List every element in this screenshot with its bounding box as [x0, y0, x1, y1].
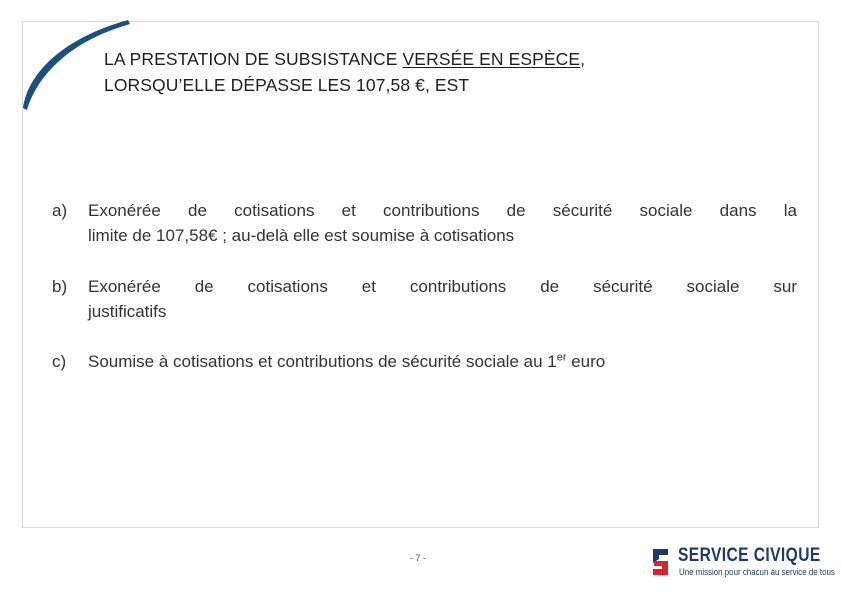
superscript-er: er: [556, 351, 567, 364]
service-civique-s-icon: [650, 547, 672, 579]
answer-text-line: Exonérée de cotisations et contributions de sécurité sociale dans la: [88, 201, 797, 220]
page-number: - 7 -: [410, 553, 427, 563]
logo-tagline: Une mission pour chacun au service de tous: [679, 567, 835, 577]
question-title: [104, 46, 585, 98]
answer-text-line: Exonérée de cotisations et contributions de sécurité sociale sur: [88, 277, 797, 296]
answer-text-line: justificatifs: [88, 302, 167, 321]
logo-wordmark: SERVICE CIVIQUE: [678, 545, 821, 566]
answer-text: Soumise à cotisations et contributions de sécurité sociale au 1: [88, 352, 557, 371]
answer-text-after: euro: [566, 352, 606, 371]
answer-c[interactable]: [52, 349, 797, 374]
service-civique-logo: [648, 545, 835, 581]
title-line-2: LORSQU’ELLE DÉPASSE LES 107,58 €, EST: [104, 75, 470, 95]
answer-text-line: limite de 107,58€ ; au-delà elle est soumise à cotisations: [88, 226, 515, 245]
answer-letter: b): [52, 277, 68, 296]
title-underlined-text: VERSÉE EN ESPÈCE: [402, 49, 581, 69]
title-line-1: LA PRESTATION DE SUBSISTANCE VERSÉE EN ESPÈCE,: [104, 49, 586, 69]
answer-letter: c): [52, 352, 67, 371]
answer-a[interactable]: [52, 198, 797, 248]
answer-letter: a): [52, 201, 68, 220]
answer-b[interactable]: [52, 274, 797, 324]
